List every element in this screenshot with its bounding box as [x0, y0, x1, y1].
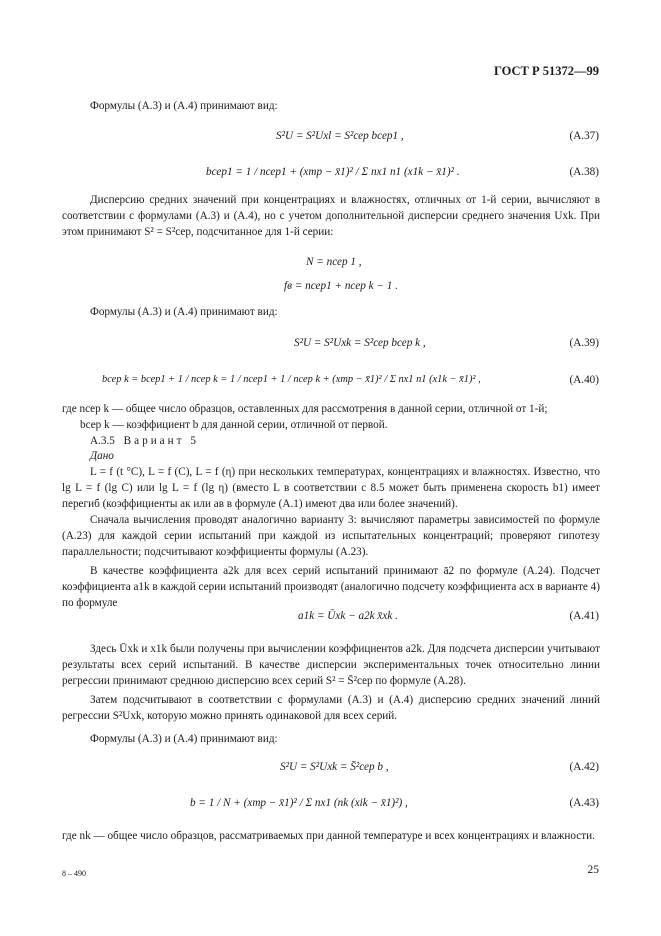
equation-number: (А.38)	[569, 166, 599, 178]
equation-number: (А.40)	[569, 374, 599, 386]
formula-a39: S²U = S²Uxk = S²сер bсер k ,	[294, 337, 426, 349]
definition-b-ser-k: bсер k — коэффициент b для данной серии, отличной от первой.	[80, 419, 388, 431]
formula-a43: b = 1 / N + (xтр − x̄1)² / Σ nx1 (nk (xik − x̄1)²) ,	[190, 797, 408, 809]
paragraph-text: Здесь Ūxk и x1k были получены при вычислении коэффициентов a2k. Для подсчета дисперсии учитывают результаты всех серий испытаний. В качестве дисперсии экспериментальных точек относительно линии регрессии принимают среднюю дисперсию всех серий S² = S̄²сер по формуле (А.28).	[62, 643, 600, 687]
formula-a41: a1k = Ūxk − a2k x̄xk .	[298, 610, 398, 622]
equation-number: (А.43)	[569, 797, 599, 809]
print-mark: 8 – 490	[62, 869, 86, 878]
paragraph	[62, 98, 600, 114]
definition-n-k: где nk — общее число образцов, рассматриваемых при данной температуре и всех концентрациях и влажности.	[62, 830, 595, 842]
equation-number: (А.39)	[569, 337, 599, 349]
paragraph-text: Сначала вычисления проводят аналогично варианту 3: вычисляют параметры зависимостей по формуле (А.23) для каждой серии испытаний при каждой из испытательных концентраций; проверяют гипотезу параллельности; подсчитывают коэффициенты формулы (А.23).	[62, 514, 600, 558]
paragraph-text: Формулы (А.3) и (А.4) принимают вид:	[90, 306, 278, 318]
equation-number: (А.41)	[569, 610, 599, 622]
paragraph	[62, 692, 600, 724]
definition-n-ser-k: где nсер k — общее число образцов, оставленных для рассмотрения в данной серии, отличной от 1-й;	[62, 403, 548, 415]
formula-a37: S²U = S²Uxl = S²сер bсер1 ,	[276, 130, 404, 142]
standard-header: ГОСТ Р 51372—99	[493, 64, 599, 78]
formula-a42: S²U = S²Uxk = S̄²сер b ,	[280, 761, 389, 773]
paragraph-text: Дисперсию средних значений при концентрациях и влажностях, отличных от 1-й серии, вычисляют в соответствии с формулами (А.3) и (А.4), но с учетом дополнительной дисперсии среднего значения Uxk. При этом принимают S² = S²сер, подсчитанное для 1-й серии:	[62, 194, 600, 238]
paragraph	[62, 563, 600, 611]
paragraph-text: Формулы (А.3) и (А.4) принимают вид:	[90, 733, 278, 745]
formula-a40: bсер k = bсер1 + 1 / nсер k = 1 / nсер1 + 1 / nсер k + (xтр − x̄1)² / Σ nx1 n1 (x1k − x̄1)² ,	[102, 374, 481, 385]
paragraph	[62, 464, 600, 512]
paragraph-text: В качестве коэффициента a2k для всех серий испытаний принимают ā2 по формуле (А.24). Подсчет коэффициента a1k в каждой серии испытаний производят (аналогично подсчету коэффициента aсх в варианте 4) по формуле	[62, 565, 600, 609]
formula-n: N = nсер 1 ,	[306, 256, 362, 268]
paragraph	[62, 512, 600, 560]
paragraph-text: Формулы (А.3) и (А.4) принимают вид:	[90, 100, 278, 112]
paragraph	[62, 641, 600, 689]
formula-f: fв = nсер1 + nсер k − 1 .	[284, 280, 398, 292]
paragraph	[62, 731, 600, 747]
page-number: 25	[587, 864, 599, 876]
equation-number: (А.37)	[569, 130, 599, 142]
paragraph-text: Затем подсчитывают в соответствии с формулами (А.3) и (А.4) дисперсию средних значений линий регрессии S²Uxk, которую можно принять одинаковой для всех серий.	[62, 694, 600, 722]
section-heading	[90, 434, 199, 449]
section-number: А.3.5	[90, 435, 115, 447]
equation-number: (А.42)	[569, 761, 599, 773]
paragraph	[62, 192, 600, 240]
paragraph-text: L = f (t °C), L = f (C), L = f (η) при нескольких температурах, концентрациях и влажностях. Известно, что lg L = f (lg C) или lg L = f (lg η) (вместо L в соответствии с 8.5 может быть применена скорость b1) имеет перегиб (коэффициенты aк или aв в формуле (А.1) имеют два или более значений).	[62, 466, 600, 510]
section-title: Вариант 5	[123, 435, 199, 447]
given-label: Дано	[90, 450, 114, 462]
paragraph	[62, 304, 600, 320]
formula-a38: bсер1 = 1 / nсер1 + (xтр − x̄1)² / Σ nx1 n1 (x1k − x̄1)² .	[206, 166, 460, 178]
